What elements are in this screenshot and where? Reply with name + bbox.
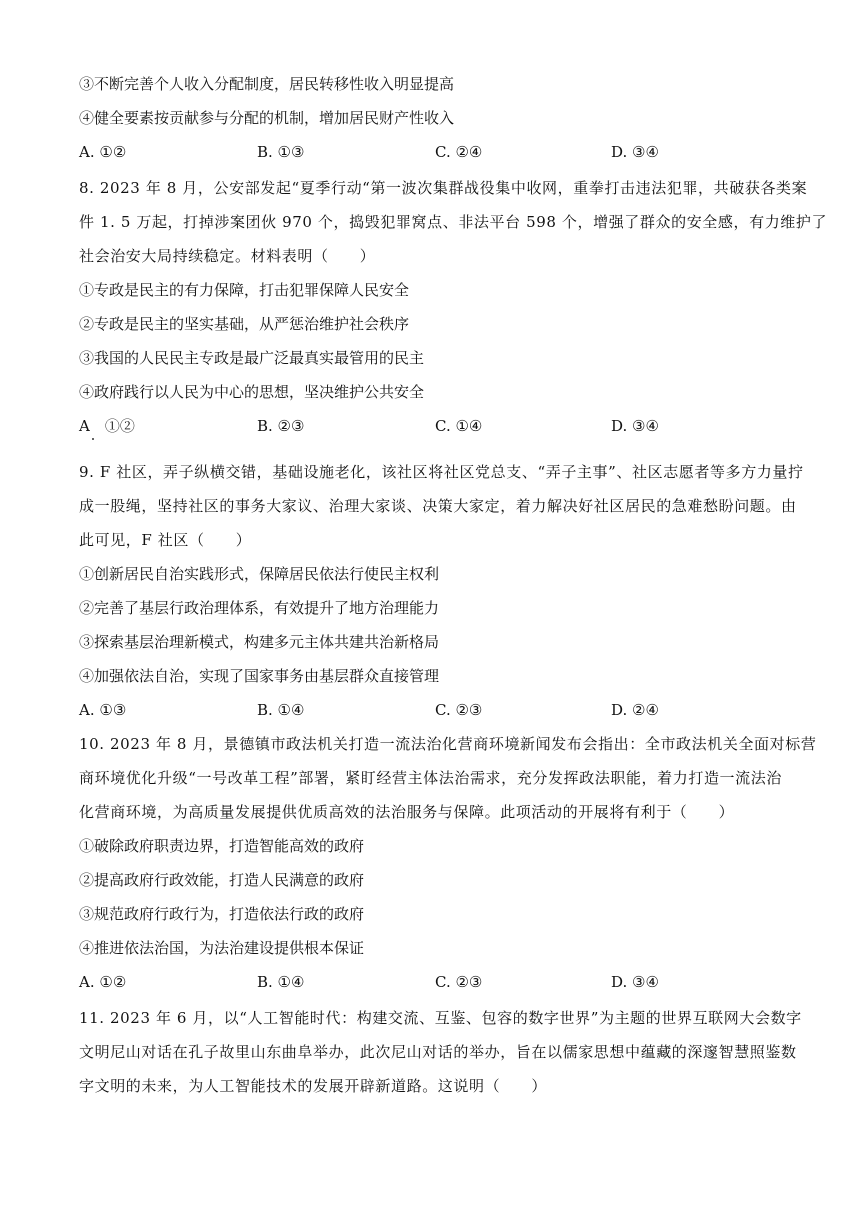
q8-option-b: B. ②③	[257, 417, 305, 435]
q7-option-a: A. ①②	[79, 143, 127, 161]
q10-option-b: B. ①④	[257, 973, 305, 991]
q10-option-a: A. ①②	[79, 973, 127, 991]
q9-options	[79, 700, 799, 720]
q7-statement-3: ③不断完善个人收入分配制度，居民转移性收入明显提高	[79, 75, 455, 93]
q8-statement-3: ③我国的人民民主专政是最广泛最真实最管用的民主	[79, 349, 425, 367]
q11-stem-line-3: 字文明的未来，为人工智能技术的发展开辟新道路。这说明（ ）	[79, 1077, 548, 1095]
q7-statement-4: ④健全要素按贡献参与分配的机制，增加居民财产性收入	[79, 109, 455, 127]
q8-options	[79, 416, 799, 436]
q8-stem-line-3: 社会治安大局持续稳定。材料表明（ ）	[79, 247, 376, 265]
q9-option-b: B. ①④	[257, 701, 305, 719]
q8-statement-1: ①专政是民主的有力保障，打击犯罪保障人民安全	[79, 281, 410, 299]
q8-statement-4: ④政府践行以人民为中心的思想，坚决维护公共安全	[79, 383, 425, 401]
q9-statement-1: ①创新居民自治实践形式，保障居民依法行使民主权利	[79, 565, 440, 583]
q10-statement-2: ②提高政府行政效能，打造人民满意的政府	[79, 871, 365, 889]
q9-option-a: A. ①③	[79, 701, 127, 719]
q9-statement-4: ④加强依法自治，实现了国家事务由基层群众直接管理	[79, 667, 440, 685]
stray-dot-mark	[92, 438, 94, 440]
q9-stem-line-2: 成一股绳，坚持社区的事务大家议、治理大家谈、决策大家定，着力解决好社区居民的急难愁盼问题。由	[79, 497, 797, 515]
q8-stem-line-1: 8. 2023 年 8 月，公安部发起“夏季行动“第一波次集群战役集中收网，重拳打击违法犯罪，共破获各类案	[79, 179, 808, 197]
q7-option-c: C. ②④	[435, 143, 483, 161]
q9-option-c: C. ②③	[435, 701, 483, 719]
q8-statement-2: ②专政是民主的坚实基础，从严惩治维护社会秩序	[79, 315, 410, 333]
q10-option-d: D. ③④	[611, 973, 659, 991]
q10-stem-line-3: 化营商环境，为高质量发展提供优质高效的法治服务与保障。此项活动的开展将有利于（ ）	[79, 803, 735, 821]
q8-stem-line-2: 件 1. 5 万起，打掉涉案团伙 970 个，捣毁犯罪窝点、非法平台 598 个，增强了群众的安全感，有力维护了	[79, 213, 828, 231]
q9-stem-line-3: 此可见，F 社区（ ）	[79, 531, 252, 549]
q10-stem-line-2: 商环境优化升级“一号改革工程”部署，紧盯经营主体法治需求，充分发挥政法职能，着力打造一流法治	[79, 769, 782, 787]
q9-statement-3: ③探索基层治理新模式，构建多元主体共建共治新格局	[79, 633, 440, 651]
q8-option-d: D. ③④	[611, 417, 659, 435]
q10-options	[79, 972, 799, 992]
q8-option-c: C. ①④	[435, 417, 483, 435]
q10-option-c: C. ②③	[435, 973, 483, 991]
q9-statement-2: ②完善了基层行政治理体系，有效提升了地方治理能力	[79, 599, 440, 617]
q10-statement-1: ①破除政府职责边界，打造智能高效的政府	[79, 837, 365, 855]
q9-option-d: D. ②④	[611, 701, 659, 719]
q8-option-a: A ①②	[79, 417, 135, 435]
q11-stem-line-2: 文明尼山对话在孔子故里山东曲阜举办，此次尼山对话的举办，旨在以儒家思想中蕴藏的深邃智慧照鉴数	[79, 1043, 797, 1061]
q7-option-d: D. ③④	[611, 143, 659, 161]
q7-option-b: B. ①③	[257, 143, 305, 161]
q10-statement-4: ④推进依法治国，为法治建设提供根本保证	[79, 939, 365, 957]
q11-stem-line-1: 11. 2023 年 6 月，以“人工智能时代：构建交流、互鉴、包容的数字世界”为主题的世界互联网大会数字	[79, 1009, 802, 1027]
q7-options	[79, 142, 799, 162]
q9-stem-line-1: 9. F 社区，弄子纵横交错，基础设施老化，该社区将社区党总支、“弄子主事”、社区志愿者等多方力量拧	[79, 463, 804, 481]
q10-statement-3: ③规范政府行政行为，打造依法行政的政府	[79, 905, 365, 923]
q10-stem-line-1: 10. 2023 年 8 月，景德镇市政法机关打造一流法治化营商环境新闻发布会指出：全市政法机关全面对标营	[79, 735, 817, 753]
